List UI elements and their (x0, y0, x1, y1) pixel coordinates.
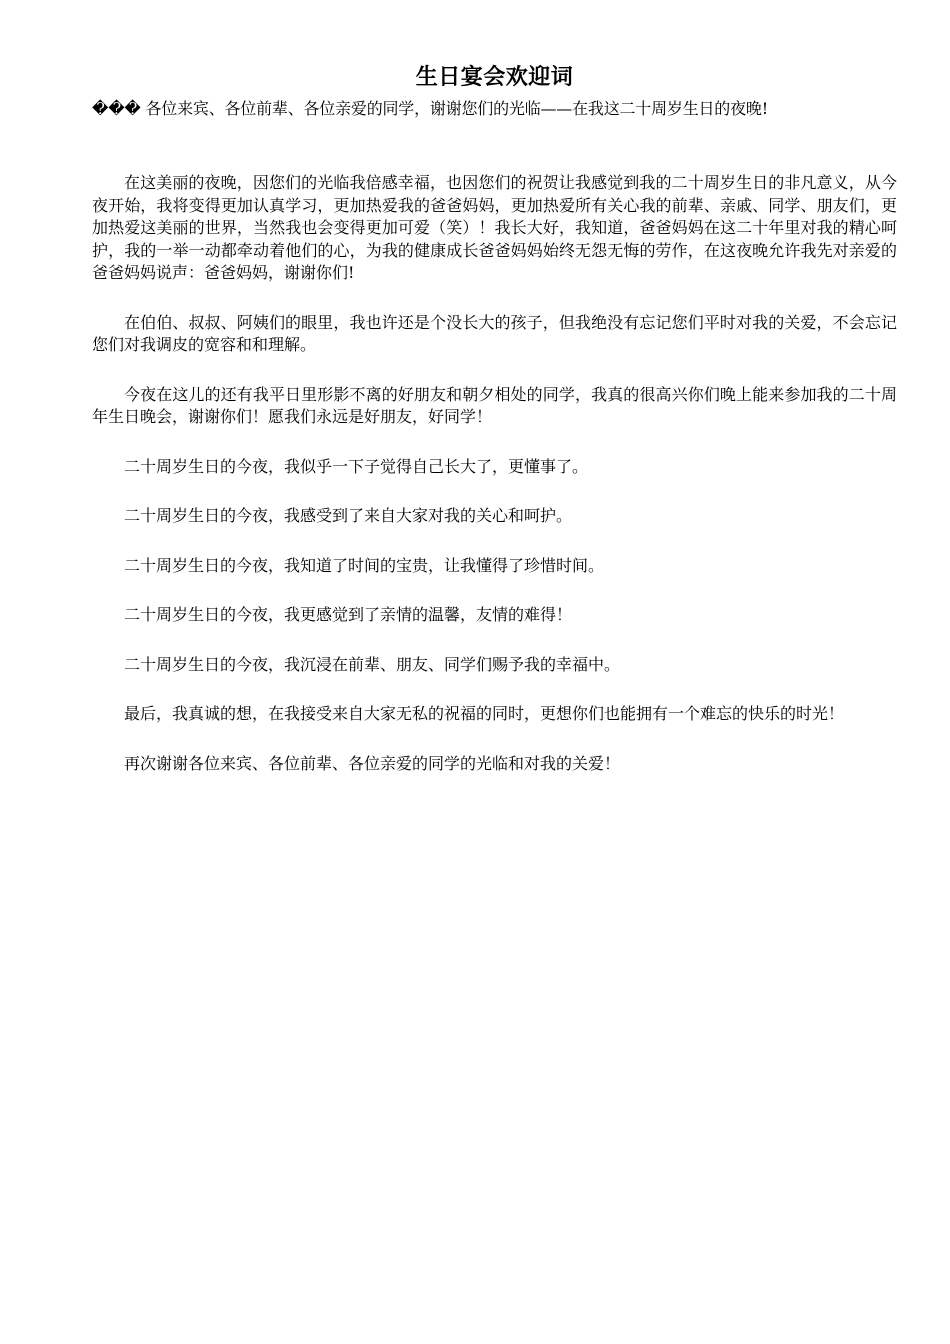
paragraph: 二十周岁生日的今夜，我沉浸在前辈、朋友、同学们赐予我的幸福中。 (124, 654, 621, 674)
paragraph: 在这美丽的夜晚，因您们的光临我倍感幸福，也因您们的祝贺让我感觉到我的二十周岁生日的非凡意义，从今夜开始，我将变得更加认真学习，更加热爱我的爸爸妈妈，更加热爱所有关心我的前辈、亲戚、同学、朋友们，更加热爱这美丽的世界，当然我也会变得更加可爱（笑）！我长大好，我知道，爸爸妈妈在这二十年里对我的精心呵护，我的一举一动都牵动着他们的心，为我的健康成长爸爸妈妈始终无怨无悔的劳作，在这夜晚允许我先对亲爱的爸爸妈妈说声：爸爸妈妈，谢谢你们! (92, 173, 897, 282)
paragraph: 二十周岁生日的今夜，我感受到了来自大家对我的关心和呵护。 (124, 506, 573, 525)
paragraph: 二十周岁生日的今夜，我知道了时间的宝贵，让我懂得了珍惜时间。 (124, 555, 605, 575)
paragraph: 今夜在这儿的还有我平日里形影不离的好朋友和朝夕相处的同学，我真的很高兴你们晚上能来参加我的二十周年生日晚会，谢谢你们！愿我们永远是好朋友，好同学！ (92, 384, 897, 426)
document-page (92, 60, 897, 802)
document-title: 生日宴会欢迎词 (415, 64, 574, 90)
paragraph: 二十周岁生日的今夜，我似乎一下子觉得自己长大了，更懂事了。 (124, 456, 589, 476)
paragraph: 在伯伯、叔叔、阿姨们的眼里，我也许还是个没长大的孩子，但我绝没有忘记您们平时对我的关爱，不会忘记您们对我调皮的宽容和和理解。 (92, 312, 897, 354)
paragraph: 二十周岁生日的今夜，我更感觉到了亲情的温馨，友情的难得！ (124, 605, 573, 624)
greeting-line: ��� 各位来宾、各位前辈、各位亲爱的同学，谢谢您们的光临——在我这二十周岁生日的夜晚! (92, 99, 768, 118)
paragraph: 最后，我真诚的想，在我接受来自大家无私的祝福的同时，更想你们也能拥有一个难忘的快乐的时光！ (124, 704, 845, 723)
paragraph: 再次谢谢各位来宾、各位前辈、各位亲爱的同学的光临和对我的关爱！ (124, 753, 621, 773)
